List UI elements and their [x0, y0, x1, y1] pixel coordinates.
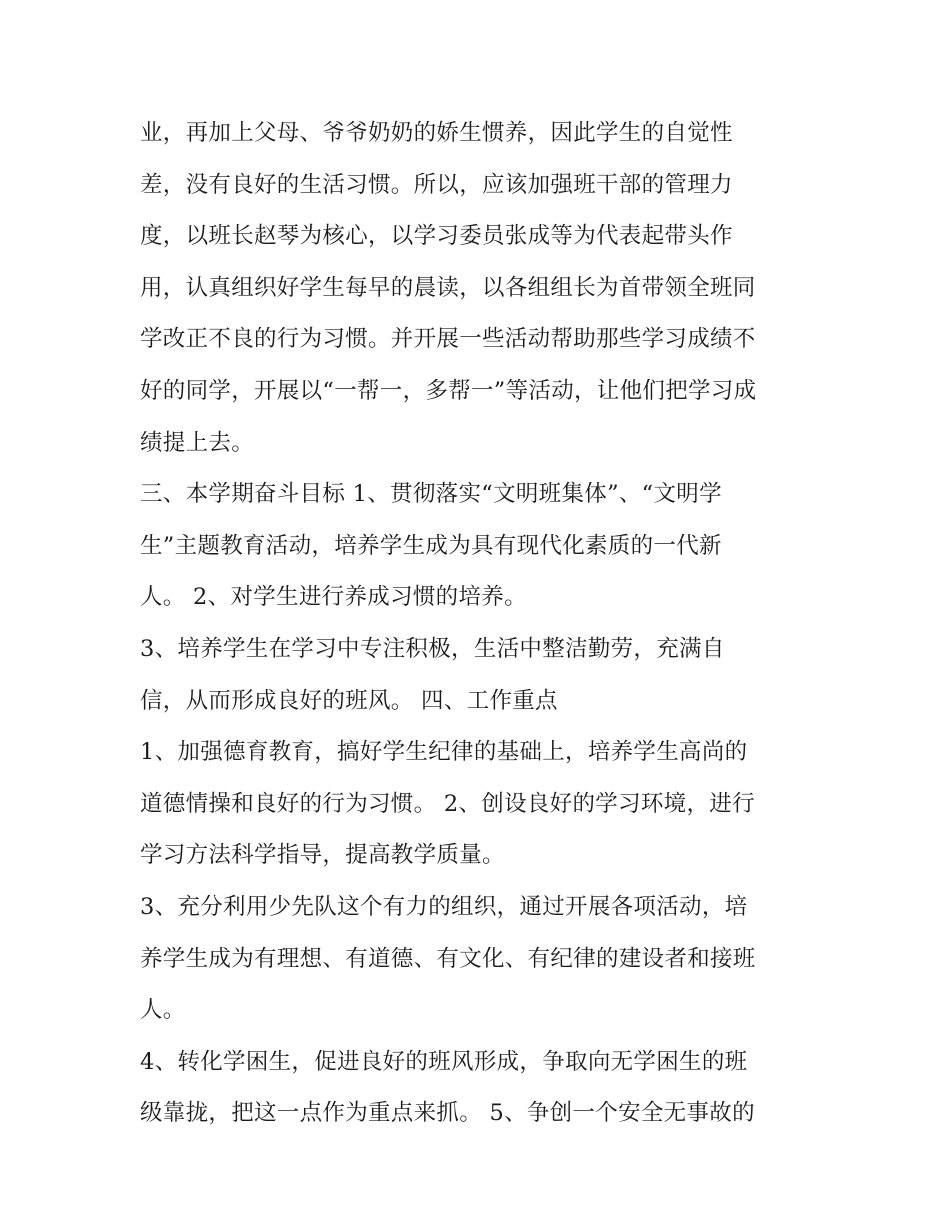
- text-line: 绩提上去。: [140, 429, 255, 456]
- text-line: 人。: [140, 997, 186, 1024]
- text-line: 3、充分利用少先队这个有力的组织，通过开展各项活动，培: [140, 893, 748, 920]
- text-line: 好的同学，开展以“一帮一，多帮一”等活动，让他们把学习成: [140, 377, 757, 404]
- text-line: 1、加强德育教育，搞好学生纪律的基础上，培养学生高尚的: [140, 739, 748, 766]
- text-line: 人。 2、对学生进行养成习惯的培养。: [140, 584, 527, 611]
- text-line: 差，没有良好的生活习惯。所以，应该加强班干部的管理力: [140, 171, 733, 198]
- text-line: 用，认真组织好学生每早的晨读，以各组组长为首带领全班同: [140, 274, 756, 301]
- text-line: 3、培养学生在学习中专注积极，生活中整洁勤劳，充满自: [140, 635, 725, 662]
- text-line: 业，再加上父母、爷爷奶奶的娇生惯养，因此学生的自觉性: [140, 120, 733, 146]
- text-line: 信，从而形成良好的班风。 四、工作重点: [140, 687, 558, 714]
- text-line: 学习方法科学指导，提高教学质量。: [140, 842, 505, 869]
- text-line: 学改正不良的行为习惯。并开展一些活动帮助那些学习成绩不: [140, 326, 756, 353]
- text-line: 养学生成为有理想、有道德、有文化、有纪律的建设者和接班: [140, 945, 756, 972]
- text-line: 4、转化学困生，促进良好的班风形成，争取向无学困生的班: [140, 1048, 748, 1075]
- text-line: 道德情操和良好的行为习惯。 2、创设良好的学习环境，进行: [140, 790, 755, 817]
- text-line: 生”主题教育活动，培养学生成为具有现代化素质的一代新: [140, 532, 722, 559]
- text-line: 三、本学期奋斗目标 1、贯彻落实“文明班集体”、“文明学: [140, 481, 722, 508]
- text-line: 度，以班长赵琴为核心，以学习委员张成等为代表起带头作: [140, 223, 733, 250]
- body-text: [140, 108, 830, 1140]
- text-line: 级靠拢，把这一点作为重点来抓。 5、争创一个安全无事故的: [140, 1100, 755, 1127]
